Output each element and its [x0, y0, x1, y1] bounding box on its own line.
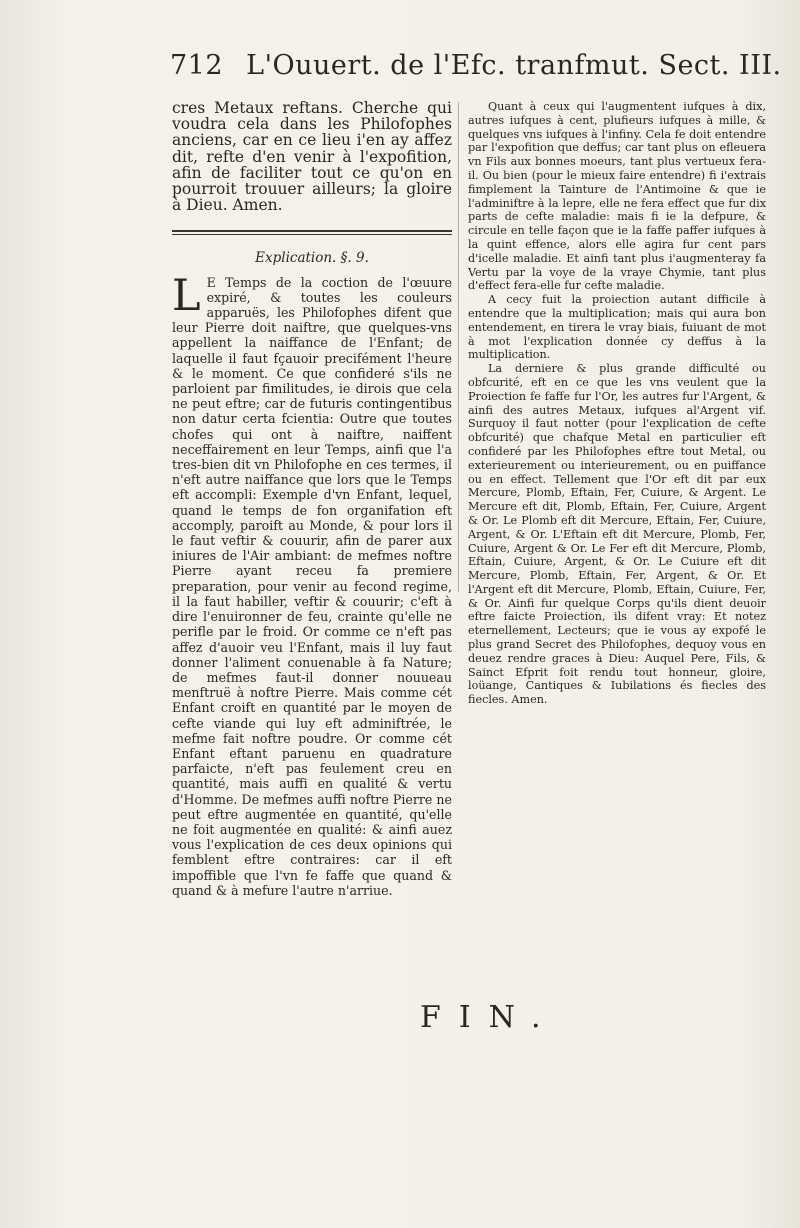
header-title: L'Ouuert. de l'Efc. tranfmut. Sect. III.	[246, 50, 782, 81]
column-divider	[458, 102, 459, 592]
running-header	[170, 50, 782, 96]
left-column	[172, 100, 452, 898]
page-number: 712	[170, 50, 224, 81]
right-paragraph-1: Quant à ceux qui l'augmentent iufques à dix, autres iufques à cent, plufieurs iufques à mille, & quelques vns iufques à l'infiny. Cela fe doit entendre par l'expofition que deffus; car tant plus on efleuera vn Fils aux bonnes moeurs, tant plus vertueux fera-il. Ou bien (pour le mieux faire entendre) fi i'extrais fimplement la Tainture de l'Antimoine & que ie l'adminiftre à la lepre, elle ne fera effect que fur dix parts de cefte maladie: mais fi ie la defpure, & circule en telle façon que ie la faffe paffer iufques à la quint effence, alors elle agira fur cent pars d'icelle maladie. Et ainfi tant plus i'augmenteray fa Vertu par la voye de la vraye Chymie, tant plus d'effect fera-elle fur cefte maladie.	[468, 100, 766, 293]
explication-text: E Temps de la coction de l'œuure expiré, & toutes les couleurs apparuës, les Philofophes difent que leur Pierre doit naiftre, que quelques-vns appellent la naiffance de l'Enfant; de laquelle il faut fçauoir precifément l'heure & le moment. Ce que confideré s'ils ne parloient par fimilitudes, ie dirois que cela ne peut eftre; car de futuris contingentibus non datur certa fcientia: Outre que toutes chofes qui ont à naiftre, naiffent neceffairement en leur Temps, ainfi que l'a tres-bien dit vn Philofophe en ces termes, il n'eft autre naiffance que lors que le Temps eft accompli: Exemple d'vn Enfant, lequel, quand le temps de fon organifation eft accomply, paroift au Monde, & pour lors il le faut veftir & couurir, afin de parer aux iniures de l'Air ambiant: de mefmes noftre Pierre ayant receu fa premiere preparation, pour venir au fecond regime, il la faut habiller, veftir & couurir; c'eft à dire l'enuironner de feu, crainte qu'elle ne perifle par le froid. Or comme ce n'eft pas affez d'auoir veu l'Enfant, mais il luy faut donner l'aliment conuenable à fa Nature; de mefmes faut-il donner nouueau menftruë à noftre Pierre. Mais comme cét Enfant croift en quantité par le moyen de cefte viande qui luy eft adminiftrée, le mefme fait noftre poudre. Or comme cét Enfant eftant paruenu en quadrature parfaicte, n'eft pas feulement creu en quantité, mais auffi en qualité & vertu d'Homme. De mefmes auffi noftre Pierre ne peut eftre augmentée en quantité, qu'elle ne foit augmentée en qualité: & ainfi auez vous l'explication de ces deux opinions qui femblent eftre contraires: car il eft impoffible que l'vn fe faffe que quand & quand & à mefure l'autre n'arriue.	[172, 274, 452, 898]
intro-paragraph: cres Metaux reftans. Cherche qui voudra cela dans les Philofophes anciens, car en ce lieu i'en ay affez dit, refte d'en venir à l'expofition, afin de faciliter tout ce qu'on en pourroit trouuer ailleurs; la gloire à Dieu. Amen.	[172, 99, 452, 215]
drop-cap: L	[172, 270, 201, 321]
section-heading: Explication. §. 9.	[255, 250, 369, 267]
fin-mark: FIN.	[420, 1000, 559, 1035]
right-column	[468, 100, 766, 707]
right-paragraph-3: La derniere & plus grande difficulté ou obfcurité, eft en ce que les vns veulent que la Proiection fe faffe fur l'Or, les autres fur l'Argent, & ainfi des autres Metaux, iufques al'Argent vif. Surquoy il faut notter (pour l'explication de cefte obfcurité) que chafque Metal en particulier eft confideré par les Philofophes eftre tout Metal, ou exterieurement ou interieurement, ou en puiffance ou en effect. Tellement que l'Or eft dit par eux Mercure, Plomb, Eftain, Fer, Cuiure, & Argent. Le Mercure eft dit, Plomb, Eftain, Fer, Cuiure, Argent & Or. Le Plomb eft dit Mercure, Eftain, Fer, Cuiure, Argent, & Or. L'Eftain eft dit Mercure, Plomb, Fer, Cuiure, Argent & Or. Le Fer eft dit Mercure, Plomb, Eftain, Cuiure, Argent, & Or. Le Cuiure eft dit Mercure, Plomb, Eftain, Fer, Argent, & Or. Et l'Argent eft dit Mercure, Plomb, Eftain, Cuiure, Fer, & Or. Ainfi fur quelque Corps qu'ils dient deuoir eftre faicte Proiection, ils difent vray: Et notez eternellement, Lecteurs; que ie vous ay expofé le plus grand Secret des Philofophes, dequoy vous en deuez rendre graces à Dieu: Auquel Pere, Fils, & Sainct Efprit foit rendu tout honneur, gloire, loüange, Cantiques & Iubilations és fiecles des fiecles. Amen.	[468, 362, 766, 707]
right-paragraph-2: A cecy fuit la proiection autant difficile à entendre que la multiplication; mais qui aura bon entendement, en tirera le vray biais, fuiuant de mot à mot l'explication donnée cy deffus à la multiplication.	[468, 293, 766, 362]
explication-paragraph	[172, 270, 452, 898]
ornamental-rule	[172, 229, 452, 237]
